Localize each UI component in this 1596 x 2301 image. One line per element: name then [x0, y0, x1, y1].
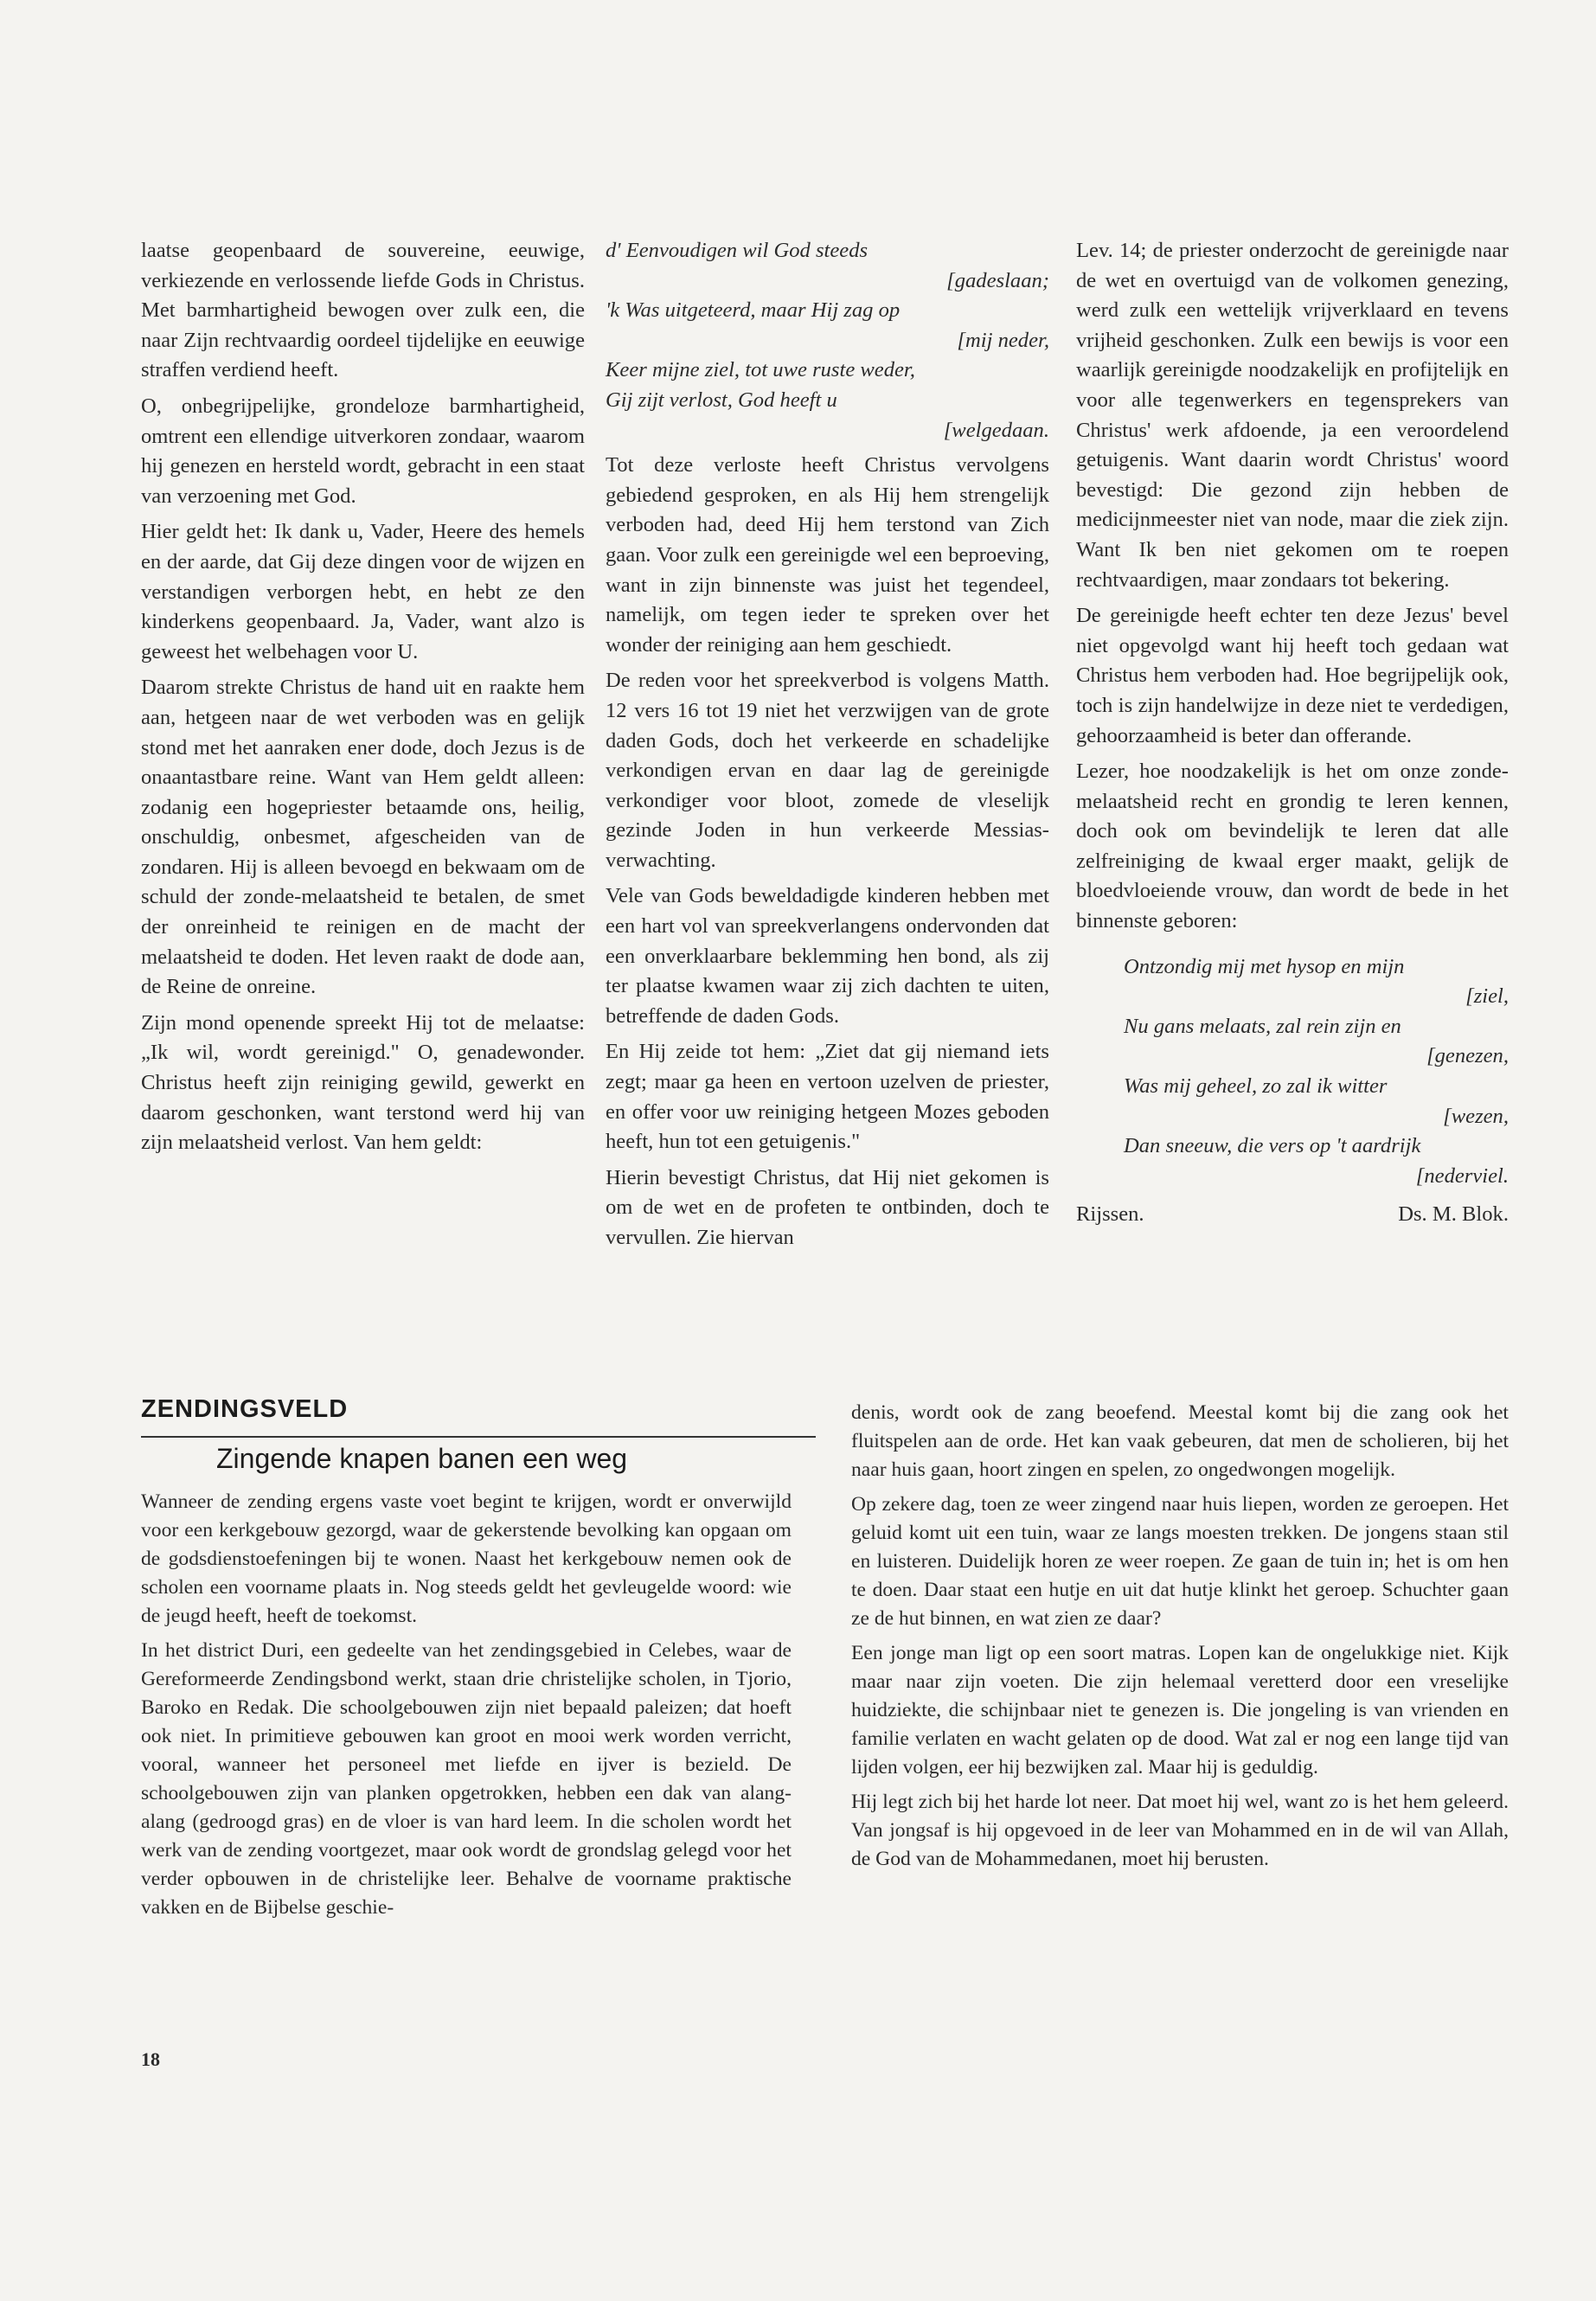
- paragraph: laatse geopenbaard de souvereine, eeuwige, verkiezende en verlossende liefde Gods in Christus. Met barmhartigheid bewogen over zulk een, die naar Zijn rechtvaardig oordeel tijdelijke en eeuwige straffen verdiend heeft.: [141, 239, 585, 382]
- page-number: 18: [141, 2048, 160, 2070]
- psalm-verse: [606, 236, 1049, 445]
- paragraph: O, onbegrijpelijke, grondeloze barmhartigheid, omtrent een ellendige uitverkoren zondaar, waarom hij genezen en hersteld wordt, gebracht in een staat van verzoening met God.: [141, 394, 585, 508]
- verse-continuation: [wezen,: [1443, 1104, 1509, 1128]
- section-label: ZENDINGSVELD: [141, 1395, 349, 1423]
- paragraph: Lev. 14; de priester onderzocht de gereinigde naar de wet en overtuigd van de volkomen genezing, werd zulk een wettelijk vrijverklaard en tevens vrijheid geschonken. Zulk een bewijs is voor een waarlijk gereinigde noodzakelijk en profijtelijk en voor alle tegenwerkers en tegensprekers van Christus' werk afdoende, ja een veroordelend getuigenis. Want daarin wordt Christus' woord bevestigd: Die gezond zijn hebben de medicijnmeester niet van node, maar die ziek zijn. Want Ik ben niet gekomen om te roepen rechtvaardigen, maar zondaars tot bekering.: [1076, 239, 1509, 592]
- paragraph: De reden voor het spreekverbod is volgens Matth. 12 vers 16 tot 19 niet het verzwijgen van de grote daden Gods, doch het verkeerde en schadelijke verkondigen ervan en daar lag de gereinigde verkondiger voor bloot, zomede de vleselijk gezinde Joden in hun verkeerde Messias-verwachting.: [606, 669, 1049, 872]
- paragraph: Hierin bevestigt Christus, dat Hij niet gekomen is om de wet en de profeten te ontbinden, doch te vervullen. Zie hiervan: [606, 1165, 1049, 1249]
- verse-continuation: [genezen,: [1426, 1044, 1509, 1068]
- verse-line: 'k Was uitgeteerd, maar Hij zag op: [606, 298, 901, 323]
- paragraph: De gereinigde heeft echter ten deze Jezus' bevel niet opgevolgd want hij heeft toch gedaan wat Christus hem verboden had. Hoe begrijpelijk ook, toch is zijn handelwijze in deze niet te verdedigen, gehoorzaamheid is beter dan offerande.: [1076, 604, 1509, 747]
- paragraph: Hier geldt het: Ik dank u, Vader, Heere des hemels en der aarde, dat Gij deze dingen voor de wijzen en verstandigen verborgen hebt, en hebt ze den kinderkens geopenbaard. Ja, Vader, want alzo is geweest het welbehagen voor U.: [141, 520, 585, 663]
- paragraph: Vele van Gods beweldadigde kinderen hebben met een hart vol van spreekverlangens ondervonden dat een onverklaarbare beklemming hen bond, als zij ter plaatse kwamen waar zij zich dachten te uiten, betreffende de daden Gods.: [606, 884, 1049, 1028]
- verse-continuation: [welgedaan.: [943, 418, 1049, 442]
- paragraph: denis, wordt ook de zang beoefend. Meestal komt bij die zang ook het fluitspelen aan de orde. Het kan vaak gebeuren, dat men de scholieren, bij het naar huis gaan, hoort zingen en spelen, zo ongedwongen mogelijk.: [851, 1401, 1509, 1481]
- verse-line: Gij zijt verlost, God heeft u: [606, 388, 837, 412]
- paragraph: Tot deze verloste heeft Christus vervolgens gebiedend gesproken, en als Hij hem strengelijk verboden had, deed Hij hem terstond van Zich gaan. Voor zulk een gereinigde wel een beproeving, want in zijn binnenste was juist het tegendeel, namelijk, om tegen ieder te spreken over het wonder der reiniging aan hem geschiedt.: [606, 453, 1049, 657]
- signature: [1076, 1200, 1509, 1230]
- verse-continuation: [gadeslaan;: [946, 268, 1049, 292]
- paragraph: Op zekere dag, toen ze weer zingend naar huis liepen, worden ze geroepen. Het geluid komt uit een tuin, waar ze langs moesten trekken. De jongens staan stil en luisteren. Duidelijk horen ze weer roepen. Ze gaan de tuin in; het is om hen te doen. Daar staat een hutje en uit dat hutje klinkt het geroep. Schuchter gaan ze de hut binnen, en wat zien ze daar?: [851, 1493, 1509, 1630]
- paragraph: Hij legt zich bij het harde lot neer. Dat moet hij wel, want zo is het hem geleerd. Van jongsaf is hij opgevoed in de leer van Mohammed en in de wil van Allah, de God van de Mohammedanen, moet hij berusten.: [851, 1791, 1509, 1870]
- sermon-column-2: [606, 236, 1049, 1259]
- article-column-1: [141, 1488, 792, 1928]
- place-name: Rijssen.: [1076, 1202, 1144, 1227]
- verse-line: Keer mijne ziel, tot uwe ruste weder,: [606, 358, 915, 382]
- verse-continuation: [mij neder,: [957, 328, 1049, 352]
- paragraph: Daarom strekte Christus de hand uit en raakte hem aan, hetgeen naar de wet verboden was en gelijk stond met het aanraken ener dode, doch Jezus is de onaantastbare reine. Want van Hem geldt alleen: zodanig een hogepriester betaamde ons, heilig, onschuldig, onbesmet, afgescheiden van de zondaren. Hij is alleen bevoegd en bekwaam om de schuld der zonde-melaatsheid te betalen, de smet der onreinheid te reinigen en de macht der melaatsheid te doden. Het leven raakt de dode aan, de Reine de onreine.: [141, 676, 585, 999]
- section-divider: [141, 1436, 816, 1438]
- paragraph: En Hij zeide tot hem: „Ziet dat gij niemand iets zegt; maar ga heen en vertoon uzelven de priester, en offer voor uw reiniging hetgeen Mozes geboden heeft, hun tot een getuigenis.": [606, 1040, 1049, 1154]
- sermon-column-1: [141, 236, 585, 1164]
- article-title: Zingende knapen banen een weg: [216, 1443, 628, 1474]
- verse-continuation: [nederviel.: [1415, 1163, 1509, 1188]
- psalm-verse: [1076, 952, 1509, 1192]
- sermon-column-3: [1076, 236, 1509, 1230]
- article-column-2: [851, 1399, 1509, 1880]
- verse-line: Ontzondig mij met hysop en mijn: [1124, 954, 1405, 978]
- verse-line: Was mij geheel, zo zal ik witter: [1124, 1074, 1388, 1099]
- verse-continuation: [ziel,: [1465, 984, 1509, 1009]
- verse-line: d' Eenvoudigen wil God steeds: [606, 239, 869, 262]
- paragraph: Een jonge man ligt op een soort matras. Lopen kan de ongelukkige niet. Kijk maar naar zijn voeten. Die zijn helemaal veretterd door een vreselijke huidziekte, die schijnbaar niet te genezen is. Die jongeling is van vrienden en familie verlaten en wacht gelaten op de dood. Wat zal er nog een lange tijd van lijden volgen, eer hij bezwijken zal. Maar hij is geduldig.: [851, 1642, 1509, 1779]
- paragraph: Wanneer de zending ergens vaste voet begint te krijgen, wordt er onverwijld voor een kerkgebouw gezorgd, waar de gekerstende bevolking kan opgaan om de godsdienstoefeningen bij te wonen. Naast het kerkgebouw nemen ook de scholen een voorname plaats in. Nog steeds geldt het gevleugelde woord: wie de jeugd heeft, heeft de toekomst.: [141, 1490, 792, 1627]
- paragraph: Zijn mond openende spreekt Hij tot de melaatse: „Ik wil, wordt gereinigd." O, genadewonder. Christus heeft zijn reiniging gewild, gewerkt en daarom geschonken, want terstond werd hij van zijn melaatsheid verlost. Van hem geldt:: [141, 1010, 585, 1155]
- paragraph: Lezer, hoe noodzakelijk is het om onze zonde-melaatsheid recht en grondig te leren kennen, doch ook om bevindelijk te leren dat alle zelfreiniging de kwaal erger maakt, gelijk de bloedvloeiende vrouw, dan wordt de bede in het binnenste geboren:: [1076, 760, 1509, 933]
- paragraph: In het district Duri, een gedeelte van het zendingsgebied in Celebes, waar de Gereformeerde Zendingsbond werkt, staan drie christelijke scholen, in Tjorio, Baroko en Redak. Die schoolgebouwen zijn niet bepaald paleizen; dat hoeft ook niet. In primitieve gebouwen kan groot en mooi werk worden verricht, vooral, wanneer het personeel met liefde en ijver is bezield. De schoolgebouwen zijn van planken opgetrokken, hebben een dak van alang-alang (gedroogd gras) en de vloer is van hard leem. In die scholen wordt het werk van de zending voortgezet, maar ook wordt de grondslag gelegd voor het verder opbouwen in de christelijke leer. Behalve de voorname praktische vakken en de Bijbelse geschie-: [141, 1639, 792, 1919]
- author-name: Ds. M. Blok.: [1398, 1202, 1509, 1227]
- verse-line: Dan sneeuw, die vers op 't aardrijk: [1124, 1134, 1421, 1158]
- verse-line: Nu gans melaats, zal rein zijn en: [1124, 1014, 1401, 1038]
